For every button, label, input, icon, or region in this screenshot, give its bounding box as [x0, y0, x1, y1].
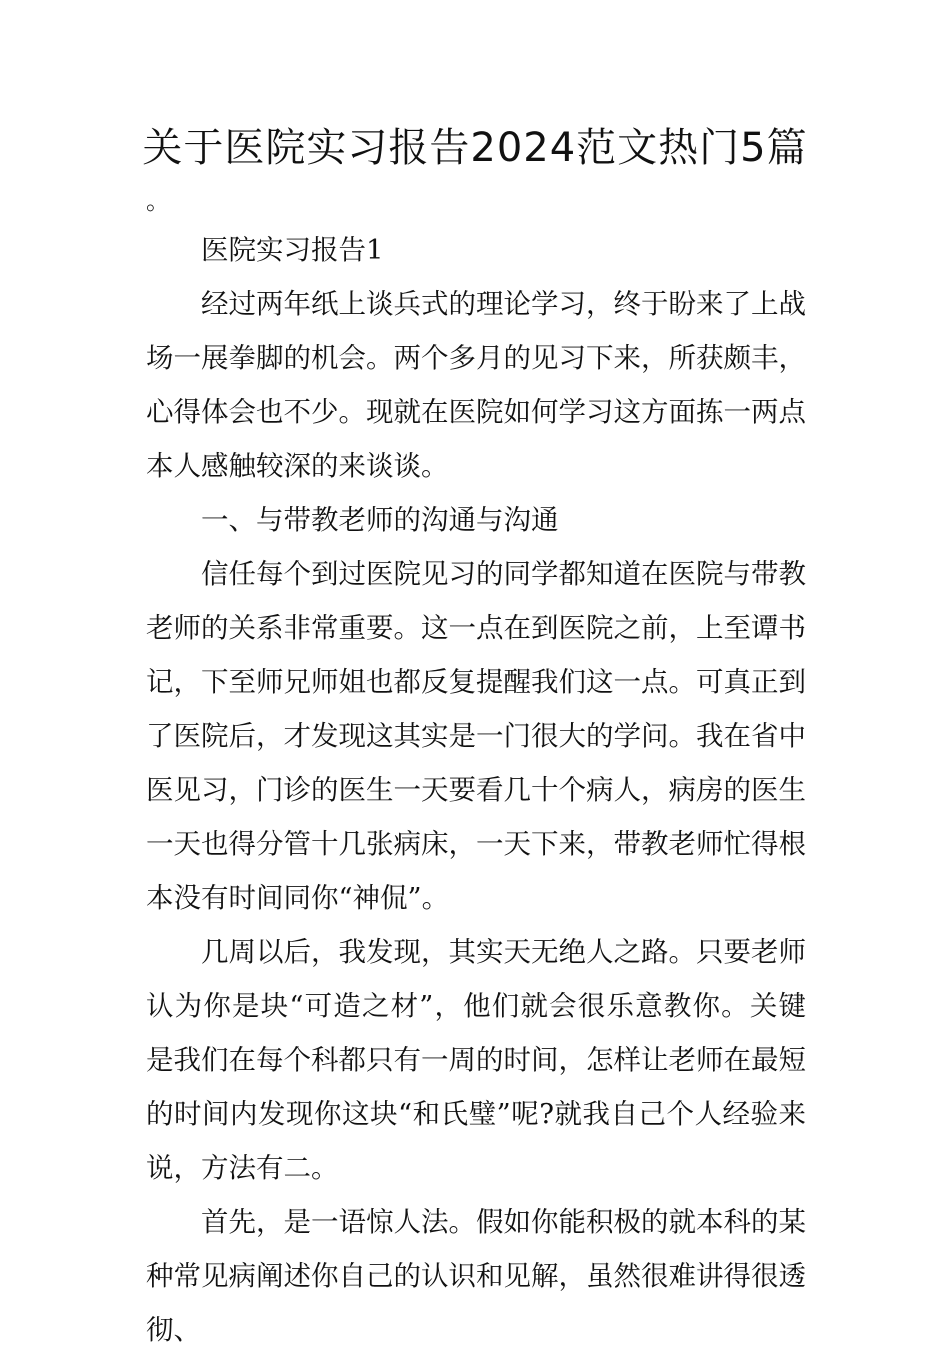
paragraph: 首先，是一语惊人法。假如你能积极的就本科的某种常见病阐述你自己的认识和见解，虽然很难讲得很透彻、 [146, 1206, 806, 1346]
subsection-heading: 一、与带教老师的沟通与沟通 [201, 504, 559, 536]
paragraph: 信任每个到过医院见习的同学都知道在医院与带教老师的关系非常重要。这一点在到医院之前，上至谭书记，下至师兄师姐也都反复提醒我们这一点。可真正到了医院后，才发现这其实是一门很大的学问。我在省中医见习，门诊的医生一天要看几十个病人，病房的医生一天也得分管十几张病床，一天下来，带教老师忙得根本没有时间同你“神侃”。 [146, 558, 806, 914]
document-title: 关于医院实习报告2024范文热门5篇 [142, 125, 808, 171]
paragraph: 几周以后，我发现，其实天无绝人之路。只要老师认为你是块“可造之材”，他们就会很乐意教你。关键是我们在每个科都只有一周的时间，怎样让老师在最短的时间内发现你这块“和氏璧”呢?就我自己个人经验来说，方法有二。 [146, 936, 806, 1184]
document-body [146, 223, 806, 1357]
paragraph: 经过两年纸上谈兵式的理论学习，终于盼来了上战场一展拳脚的机会。两个多月的见习下来，所获颇丰，心得体会也不少。现就在医院如何学习这方面拣一两点本人感触较深的来谈谈。 [146, 288, 806, 482]
leading-mark: 。 [146, 187, 170, 215]
section-heading: 医院实习报告1 [201, 234, 384, 266]
